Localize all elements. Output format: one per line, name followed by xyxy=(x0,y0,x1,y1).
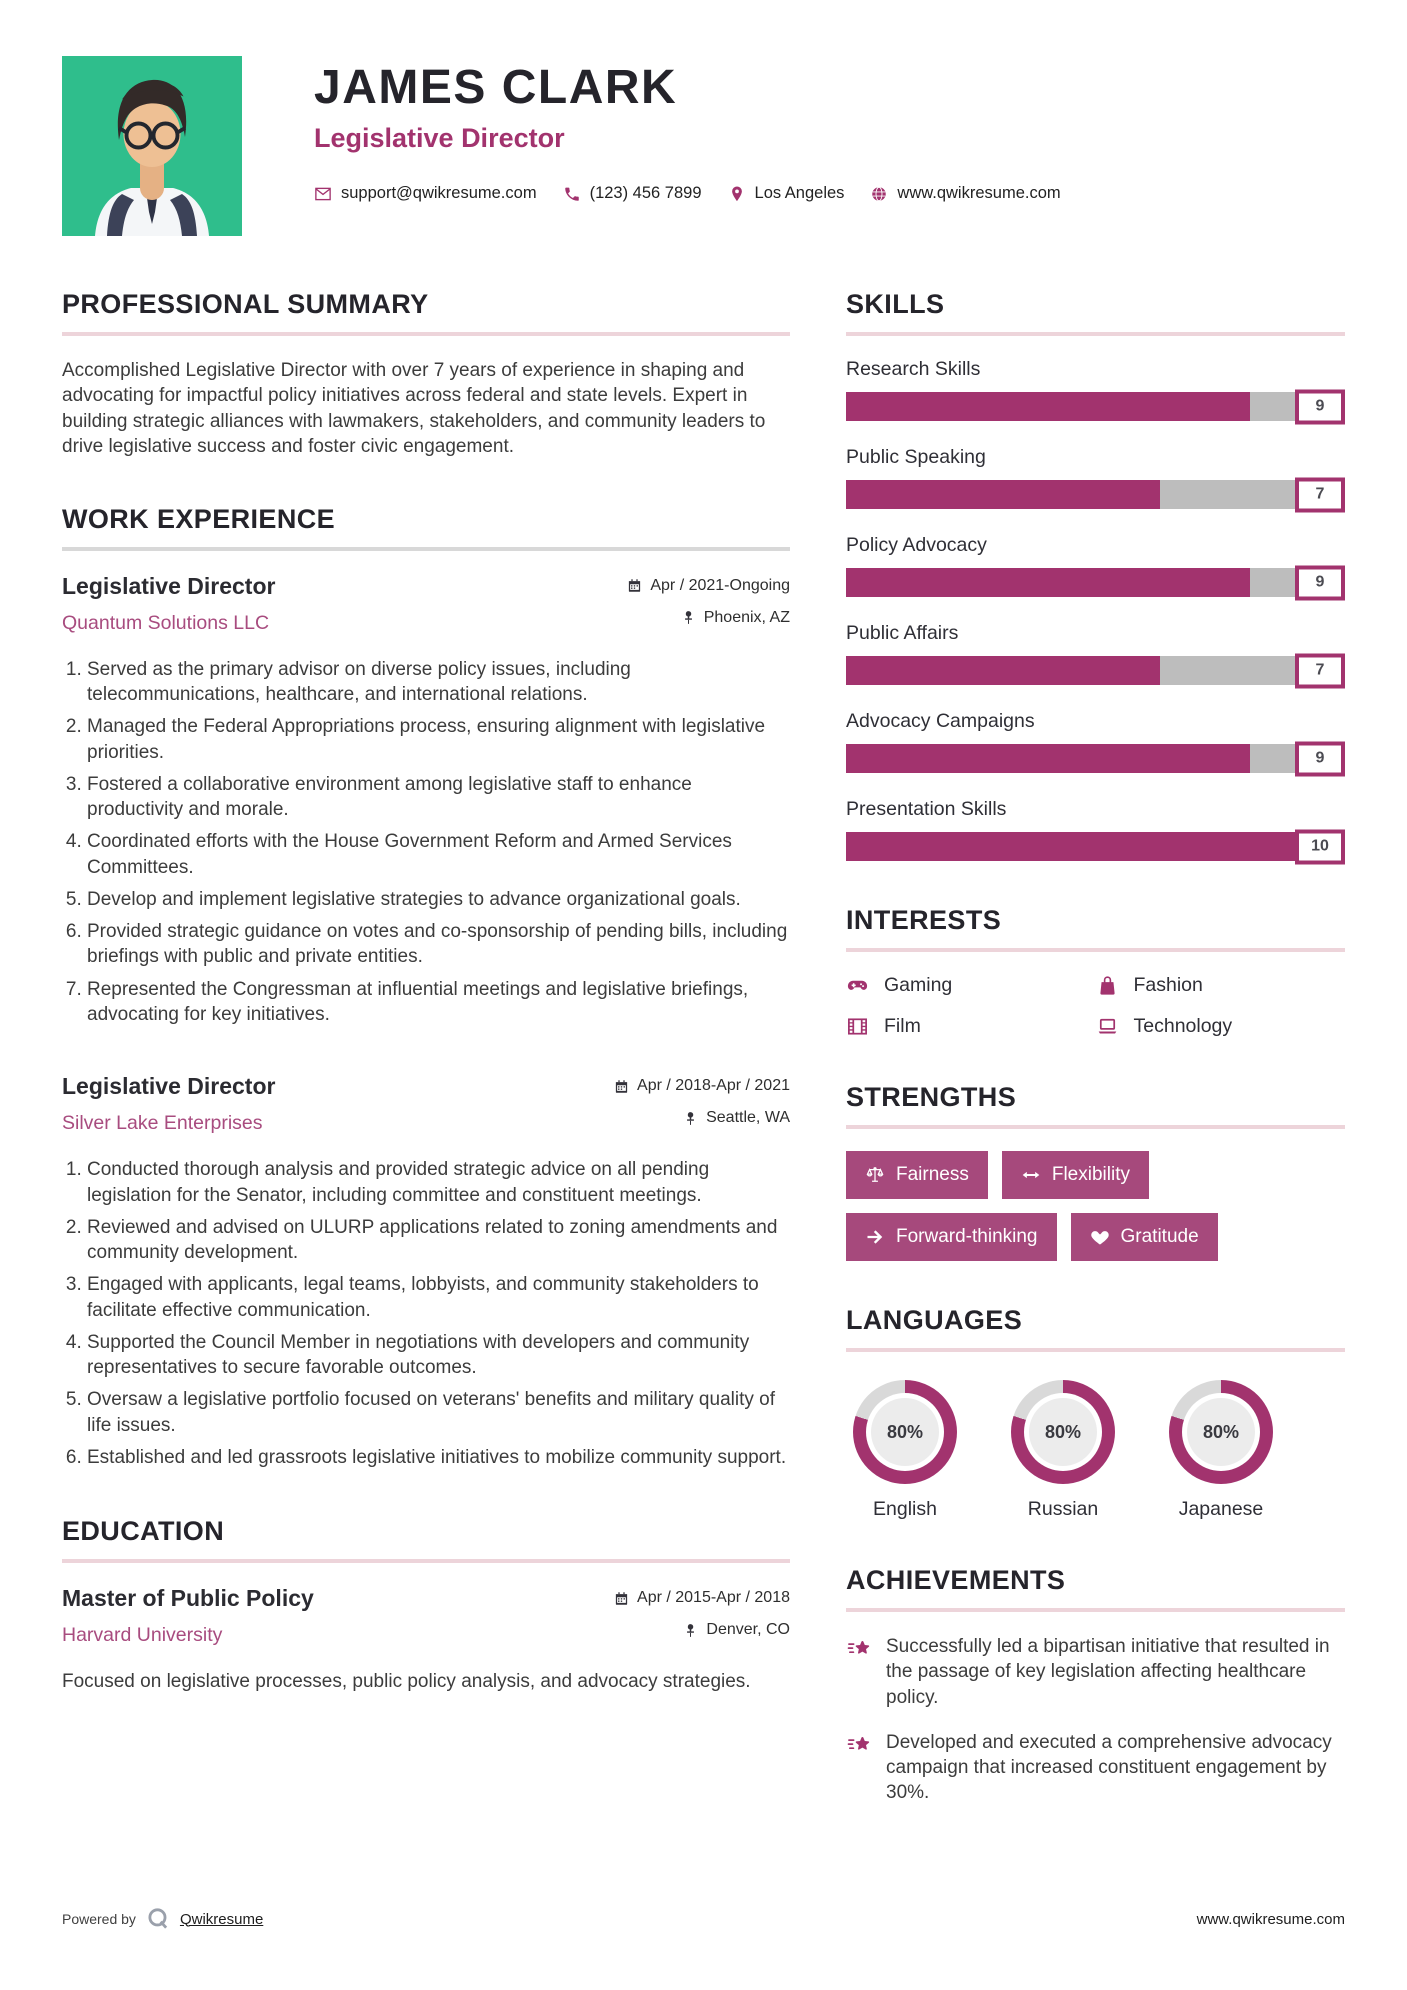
language-donut xyxy=(1011,1380,1115,1484)
bullet-item: 2. Managed the Federal Appropriations process, ensuring alignment with legislative priorities. xyxy=(87,714,790,765)
achievements-list xyxy=(846,1634,1345,1806)
calendar-icon xyxy=(614,1591,629,1606)
section-work-experience xyxy=(62,504,790,1470)
pushpin-icon xyxy=(683,1623,698,1638)
skill-item xyxy=(846,710,1345,773)
contact-item[interactable] xyxy=(563,184,702,203)
laptop-icon xyxy=(1096,1015,1119,1038)
language-donut xyxy=(853,1380,957,1484)
right-arrow-icon xyxy=(865,1227,885,1247)
job-location: Phoenix, AZ xyxy=(703,608,790,626)
bullet-item: 1. Served as the primary advisor on diverse policy issues, including telecommunications, healthcare, and international relations. xyxy=(87,657,790,708)
film-icon xyxy=(846,1015,869,1038)
section-skills xyxy=(846,289,1345,861)
section-professional-summary xyxy=(62,289,790,460)
envelope-icon xyxy=(314,185,332,203)
strength-label: Flexibility xyxy=(1051,1164,1130,1185)
person-name: JAMES CLARK xyxy=(314,61,678,114)
job-bullets xyxy=(62,1157,790,1470)
summary-heading: PROFESSIONAL SUMMARY xyxy=(62,289,429,319)
pushpin-icon xyxy=(683,1111,698,1126)
section-divider xyxy=(62,1559,790,1563)
globe-icon xyxy=(870,185,888,203)
language-percent: 80% xyxy=(871,1398,939,1466)
skill-bar xyxy=(846,656,1345,685)
contact-text: www.qwikresume.com xyxy=(897,184,1061,203)
skill-score: 10 xyxy=(1295,829,1345,864)
bullet-item: 4. Coordinated efforts with the House Government Reform and Armed Services Committees. xyxy=(87,829,790,880)
header xyxy=(0,0,1407,237)
section-divider xyxy=(846,948,1345,952)
bullet-item: 2. Reviewed and advised on ULURP applications related to zoning amendments and community development. xyxy=(87,1215,790,1266)
strength-badge xyxy=(846,1213,1057,1261)
language-name: Japanese xyxy=(1178,1498,1264,1520)
footer xyxy=(62,1906,1345,1932)
bullet-item: 4. Supported the Council Member in negotiations with developers and community representatives to secure favorable outcomes. xyxy=(87,1330,790,1381)
language-donut xyxy=(1169,1380,1273,1484)
bullet-item: 1. Conducted thorough analysis and provided strategic advice on all pending legislation for the Senator, including committee and constituent meetings. xyxy=(87,1157,790,1208)
contact-text: (123) 456 7899 xyxy=(589,184,702,203)
job-dates: Apr / 2018-Apr / 2021 xyxy=(637,1077,790,1095)
footer-website-link[interactable]: www.qwikresume.com xyxy=(1196,1910,1345,1928)
job-meta xyxy=(614,1073,790,1141)
bullet-item: 3. Fostered a collaborative environment among legislative staff to enhance productivity and morale. xyxy=(87,772,790,823)
job-dates: Apr / 2021-Ongoing xyxy=(650,576,790,594)
skill-bar-fill xyxy=(846,656,1160,685)
job-meta xyxy=(627,573,790,641)
skill-score: 7 xyxy=(1295,477,1345,512)
qwikresume-brand-link[interactable]: Qwikresume xyxy=(179,1910,264,1928)
achievement-item xyxy=(846,1730,1345,1806)
strength-badge xyxy=(846,1151,988,1199)
education-school: Harvard University xyxy=(62,1624,223,1647)
bullet-item: 6. Established and led grassroots legislative initiatives to mobilize community support. xyxy=(87,1445,790,1470)
skill-score: 9 xyxy=(1295,389,1345,424)
bullet-item: 6. Provided strategic guidance on votes and co-sponsorship of pending bills, including briefings with public and private entities. xyxy=(87,919,790,970)
skill-bar xyxy=(846,480,1345,509)
job-location: Seattle, WA xyxy=(706,1109,790,1127)
skill-bar xyxy=(846,568,1345,597)
skill-bar xyxy=(846,832,1345,861)
interests-grid xyxy=(846,974,1345,1038)
right-column xyxy=(846,289,1345,1850)
language-name: Russian xyxy=(1027,1498,1099,1520)
education-location: Denver, CO xyxy=(706,1621,790,1639)
job-header xyxy=(62,573,790,641)
strength-label: Forward-thinking xyxy=(896,1226,1038,1247)
work-heading: WORK EXPERIENCE xyxy=(62,503,336,534)
avatar-illustration xyxy=(62,55,242,237)
calendar-icon xyxy=(614,1079,629,1094)
interest-label: Technology xyxy=(1133,1015,1233,1037)
left-column xyxy=(62,289,790,1850)
contact-item xyxy=(728,184,845,203)
scales-icon xyxy=(865,1165,885,1185)
skill-bar-fill xyxy=(846,744,1250,773)
skill-label: Research Skills xyxy=(846,358,981,380)
strength-label: Gratitude xyxy=(1120,1226,1199,1247)
skills-heading: SKILLS xyxy=(846,289,945,319)
pushpin-icon xyxy=(681,610,696,625)
contact-item[interactable] xyxy=(870,184,1060,203)
skill-item xyxy=(846,358,1345,421)
job-company: Quantum Solutions LLC xyxy=(62,611,270,634)
section-languages xyxy=(846,1305,1345,1521)
language-donut-hole xyxy=(1024,1393,1102,1471)
shopping-bag-icon xyxy=(1096,974,1119,997)
section-achievements xyxy=(846,1565,1345,1806)
education-meta xyxy=(614,1585,790,1653)
person-title: Legislative Director xyxy=(314,123,565,154)
profile-photo xyxy=(62,55,242,237)
section-strengths xyxy=(846,1082,1345,1261)
section-divider xyxy=(846,1608,1345,1612)
interest-label: Film xyxy=(884,1015,921,1037)
skill-bar xyxy=(846,392,1345,421)
job-bullets xyxy=(62,657,790,1027)
heart-icon xyxy=(1090,1227,1110,1247)
language-donut-hole xyxy=(866,1393,944,1471)
location-pin-icon xyxy=(728,185,746,203)
job-title: Legislative Director xyxy=(62,572,276,599)
section-education xyxy=(62,1516,790,1694)
skill-bar-fill xyxy=(846,480,1160,509)
skill-item xyxy=(846,446,1345,509)
achievements-heading: ACHIEVEMENTS xyxy=(846,1565,1066,1595)
job-entry xyxy=(62,573,790,1027)
language-item xyxy=(846,1380,964,1521)
language-item xyxy=(1004,1380,1122,1521)
achievement-item xyxy=(846,1634,1345,1710)
header-text xyxy=(314,55,1061,237)
achievement-text: Developed and executed a comprehensive advocacy campaign that increased constituent engagement by 30%. xyxy=(886,1731,1332,1804)
interest-item xyxy=(1096,974,1346,997)
language-item xyxy=(1162,1380,1280,1521)
bullet-item: 5. Develop and implement legislative strategies to advance organizational goals. xyxy=(87,887,790,912)
skill-label: Policy Advocacy xyxy=(846,534,987,556)
section-divider xyxy=(846,1125,1345,1129)
strength-badge xyxy=(1002,1151,1149,1199)
bullet-item: 3. Engaged with applicants, legal teams, lobbyists, and community stakeholders to facilitate effective communication. xyxy=(87,1272,790,1323)
strength-label: Fairness xyxy=(896,1164,969,1185)
strengths-heading: STRENGTHS xyxy=(846,1082,1017,1112)
skill-item xyxy=(846,798,1345,861)
strengths-list xyxy=(846,1151,1345,1261)
section-divider xyxy=(846,332,1345,336)
skill-label: Advocacy Campaigns xyxy=(846,710,1035,732)
language-name: English xyxy=(873,1498,937,1520)
strength-badge xyxy=(1071,1213,1218,1261)
languages-row xyxy=(846,1374,1345,1521)
skill-item xyxy=(846,622,1345,685)
shooting-star-icon xyxy=(846,1636,873,1663)
summary-text: Accomplished Legislative Director with over 7 years of experience in shaping and advocating for impactful policy initiatives across federal and state levels. Expert in building strategic alliances with lawmakers, stakeholders, and community leaders to drive legislative success and foster civic engagement. xyxy=(62,360,766,458)
content-columns xyxy=(0,289,1407,1850)
skill-label: Public Affairs xyxy=(846,622,959,644)
skill-bar-fill xyxy=(846,392,1250,421)
contact-item[interactable] xyxy=(314,184,537,203)
contact-text: Los Angeles xyxy=(754,184,845,203)
skill-bar xyxy=(846,744,1345,773)
skills-list xyxy=(846,358,1345,861)
contact-row xyxy=(314,184,1061,203)
language-percent: 80% xyxy=(1029,1398,1097,1466)
job-entry xyxy=(62,1073,790,1470)
skill-label: Presentation Skills xyxy=(846,798,1007,820)
section-divider xyxy=(846,1348,1345,1352)
education-header xyxy=(62,1585,790,1653)
section-divider xyxy=(62,547,790,551)
interest-item xyxy=(846,974,1096,997)
skill-bar-fill xyxy=(846,832,1295,861)
skill-score: 7 xyxy=(1295,653,1345,688)
shooting-star-icon xyxy=(846,1732,873,1759)
interest-item xyxy=(846,1015,1096,1038)
language-donut-hole xyxy=(1182,1393,1260,1471)
achievement-text: Successfully led a bipartisan initiative that resulted in the passage of key legislation affecting healthcare policy. xyxy=(886,1636,1330,1708)
education-dates: Apr / 2015-Apr / 2018 xyxy=(637,1589,790,1607)
phone-icon xyxy=(563,185,581,203)
skill-item xyxy=(846,534,1345,597)
interest-label: Fashion xyxy=(1133,974,1203,996)
gamepad-icon xyxy=(846,974,869,997)
education-degree: Master of Public Policy xyxy=(62,1585,314,1612)
education-description: Focused on legislative processes, public policy analysis, and advocacy strategies. xyxy=(62,1671,751,1693)
skill-bar-fill xyxy=(846,568,1250,597)
education-heading: EDUCATION xyxy=(62,1516,225,1547)
job-title: Legislative Director xyxy=(62,1073,276,1100)
job-header xyxy=(62,1073,790,1141)
skill-score: 9 xyxy=(1295,741,1345,776)
contact-text: support@qwikresume.com xyxy=(341,184,537,203)
skill-label: Public Speaking xyxy=(846,446,986,468)
calendar-icon xyxy=(627,578,642,593)
bullet-item: 5. Oversaw a legislative portfolio focused on veterans' benefits and military quality of life issues. xyxy=(87,1387,790,1438)
powered-by xyxy=(62,1906,263,1932)
section-divider xyxy=(62,332,790,336)
interest-label: Gaming xyxy=(884,974,953,996)
section-interests xyxy=(846,905,1345,1038)
interests-heading: INTERESTS xyxy=(846,905,1002,935)
language-percent: 80% xyxy=(1187,1398,1255,1466)
skill-score: 9 xyxy=(1295,565,1345,600)
powered-by-label: Powered by xyxy=(62,1911,136,1927)
interest-item xyxy=(1096,1015,1346,1038)
bullet-item: 7. Represented the Congressman at influential meetings and legislative briefings, advocating for key initiatives. xyxy=(87,977,790,1028)
left-right-arrow-icon xyxy=(1021,1165,1041,1185)
qwikresume-logo-icon xyxy=(145,1906,171,1932)
languages-heading: LANGUAGES xyxy=(846,1305,1023,1335)
job-company: Silver Lake Enterprises xyxy=(62,1112,263,1135)
